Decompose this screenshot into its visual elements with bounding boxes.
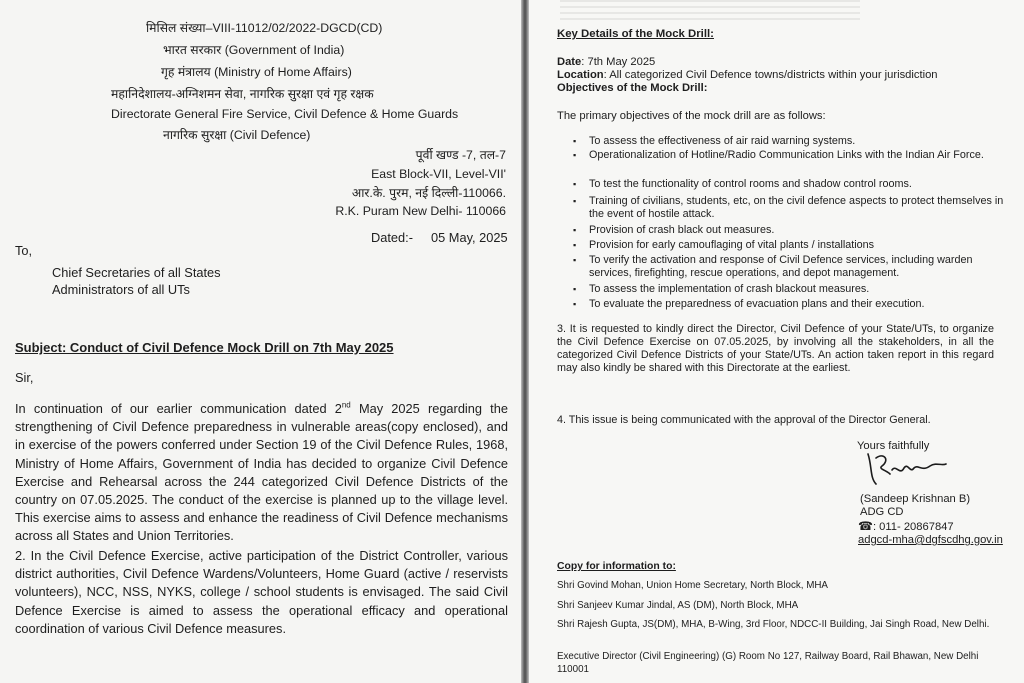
dated-label: Dated:- [371, 230, 413, 245]
signatory-title: ADG CD [860, 506, 904, 518]
objective-item: ▪ To evaluate the preparedness of evacuation plans and their execution. [589, 298, 1015, 311]
signature-mark [858, 446, 948, 488]
objective-item: ▪ Provision for early camouflaging of vital plants / installations [589, 239, 1015, 252]
objectives-intro: The primary objectives of the mock drill are as follows: [557, 110, 826, 122]
address-line-4: R.K. Puram New Delhi- 110066 [335, 204, 506, 218]
signatory-name: (Sandeep Krishnan B) [860, 493, 971, 505]
phone-line: ☎: 011- 20867847 [858, 519, 954, 533]
directorate-english: Directorate General Fire Service, Civil Defence & Home Guards [111, 107, 459, 121]
recipient-2: Administrators of all UTs [52, 282, 190, 297]
to-label: To, [15, 243, 33, 258]
copy-recipient: Executive Director (Civil Engineering) (G) Room No 127, Railway Board, Rail Bhawan, New Delhi 110001 [557, 651, 979, 675]
recipient-1: Chief Secretaries of all States [52, 265, 221, 280]
copy-recipient: Shri Sanjeev Kumar Jindal, AS (DM), North Block, MHA [557, 600, 799, 611]
telephone-icon: ☎ [858, 519, 873, 533]
paragraph-4: 4. This issue is being communicated with the approval of the Director General. [557, 414, 931, 426]
objective-item: ▪ Operationalization of Hotline/Radio Communication Links with the Indian Air Force. [589, 149, 1015, 162]
drill-location: Location: All categorized Civil Defence towns/districts within your jurisdiction [557, 69, 938, 81]
objective-item: ▪ Provision of crash black out measures. [589, 224, 1015, 237]
closing: Yours faithfully [857, 440, 930, 452]
civil-defence-dept: नागरिक सुरक्षा (Civil Defence) [163, 128, 311, 142]
paragraph-3: 3. It is requested to kindly direct the Director, Civil Defence of your State/UTs, to organize the Civil Defence Exercise on 07.05.2025, by involving all the stakeholders, in all the categorized Civil Defence Districts of your State/UTs. An action taken report in this regard may also kindly be shared with this Directorate at the earliest. [557, 323, 994, 374]
address-line-1: पूर्वी खण्ड -7, तल-7 [415, 148, 506, 162]
objective-item: ▪ To verify the activation and response of Civil Defence services, including warden services, firefighting, rescue operations, and depot management. [589, 254, 1015, 280]
file-number: मिसिल संख्या–VIII-11012/02/2022-DGCD(CD) [146, 21, 383, 35]
objective-item: ▪ To assess the implementation of crash blackout measures. [589, 283, 1015, 296]
bleed-through-text [560, 0, 860, 22]
copy-recipient: Shri Rajesh Gupta, JS(DM), MHA, B-Wing, 3rd Floor, NDCC-II Building, Jai Singh Road, New Delhi. [557, 619, 990, 630]
ministry-home-affairs: गृह मंत्रालय (Ministry of Home Affairs) [161, 65, 352, 79]
page-fold [521, 0, 529, 683]
copy-recipient: Shri Govind Mohan, Union Home Secretary, North Block, MHA [557, 580, 828, 591]
directorate-hindi: महानिदेशालय-अग्निशमन सेवा, नागरिक सुरक्षा एवं गृह रक्षक [111, 87, 374, 101]
paragraph-2: 2. In the Civil Defence Exercise, active participation of the District Controller, various district authorities, Civil Defence Wardens/Volunteers, Home Guard (active / reservists volunteers), NCC, NSS, NYKS, college / school students is envisaged. The said Civil Defence Exercise is aimed to assess the operational efficacy and operational coordination of various Civil Defence measures. [15, 548, 508, 636]
dated-value: 05 May, 2025 [431, 230, 508, 245]
key-details-heading: Key Details of the Mock Drill: [557, 28, 714, 40]
salutation: Sir, [15, 370, 34, 385]
paragraph-1: In continuation of our earlier communication dated 2nd May 2025 regarding the strengthening of Civil Defence preparedness in vulnerable areas(copy enclosed), and in exercise of the powers conferred under Section 19 of the Civil Defence Rules, 1968, Ministry of Home Affairs, Government of India has decided to organize Civil Defence Exercise and Rehearsal across the 244 categorized Civil Defence Districts of the country on 07.05.2025. The conduct of the exercise is planned up to the village level. This exercise aims to assess and enhance the readiness of Civil Defence mechanisms across all States and Union Territories. [15, 400, 508, 544]
address-line-2: East Block-VII, Level-VII' [371, 167, 506, 181]
address-line-3: आर.के. पुरम, नई दिल्ली-110066. [351, 186, 506, 200]
drill-date: Date: 7th May 2025 [557, 56, 656, 68]
objective-item: ▪ To test the functionality of control rooms and shadow control rooms. [589, 178, 1015, 191]
objective-item: ▪ To assess the effectiveness of air raid warning systems. [589, 135, 1015, 148]
copy-heading: Copy for information to: [557, 561, 676, 572]
email-link[interactable]: adgcd-mha@dgfscdhg.gov.in [858, 534, 1003, 546]
objective-item: ▪ Training of civilians, students, etc, on the civil defence aspects to protect themselves in the event of hostile attack. [589, 195, 1015, 221]
objectives-heading: Objectives of the Mock Drill: [557, 82, 708, 94]
subject-line: Subject: Conduct of Civil Defence Mock Drill on 7th May 2025 [15, 340, 394, 355]
gov-india: भारत सरकार (Government of India) [163, 43, 345, 57]
